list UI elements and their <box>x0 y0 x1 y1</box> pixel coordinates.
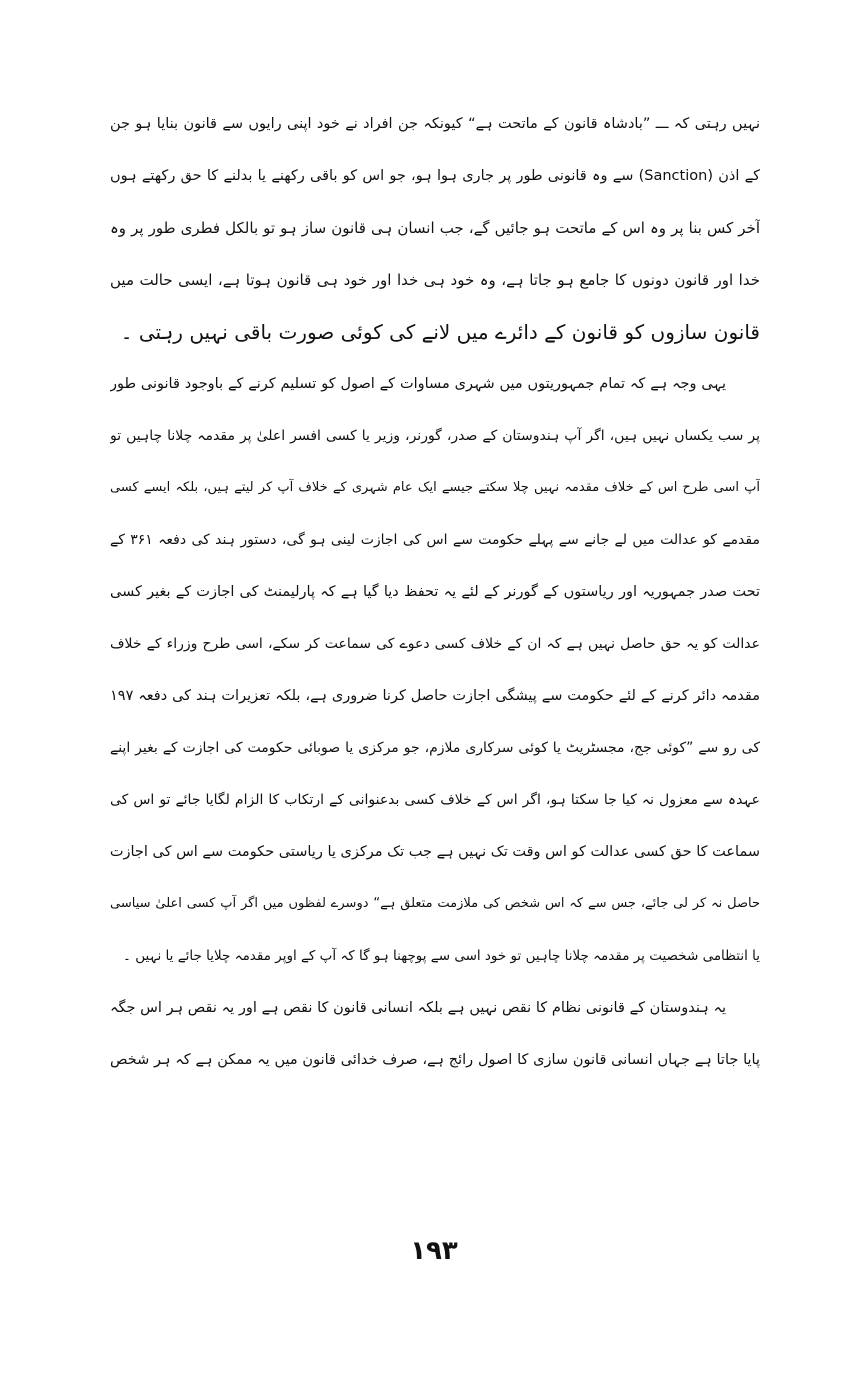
text-line-13: کی رو سے ”کوئی جج، مجسٹریٹ یا کوئی سرکاری ملازم، جو مرکزی یا صوبائی حکومت کی اجازت کے بغیر اپنے <box>110 740 760 756</box>
text-line-12: مقدمہ دائر کرنے کے لئے حکومت سے پیشگی اجازت حاصل کرنا ضروری ہے، بلکہ تعزیرات ہند کی دفعہ ۱۹۷ <box>110 688 760 704</box>
text-line-6: یہی وجہ ہے کہ تمام جمہوریتوں میں شہری مساوات کے اصول کو تسلیم کرنے کے باوجود قانونی طور <box>110 376 726 392</box>
text-line-17: یا انتظامی شخصیت پر مقدمہ چلانا چاہیں تو خود اسی سے پوچھنا ہو گا کہ آپ کے اوپر مقدمہ چلایا جائے یا نہیں ۔ <box>123 948 760 964</box>
text-line-5: قانون سازوں کو قانون کے دائرے میں لانے کی کوئی صورت باقی نہیں رہتی ۔ <box>120 320 760 344</box>
text-line-1: نہیں رہتی کہ ـــ ”بادشاہ قانون کے ماتحت ہے“ کیونکہ جن افراد نے خود اپنی رایوں سے قانون بنایا ہو جن <box>110 116 760 132</box>
text-line-4: خدا اور قانون دونوں کا جامع ہو جاتا ہے، وہ خود ہی خدا اور خود ہی قانون ہوتا ہے، ایسی حالت میں <box>110 271 760 289</box>
text-line-7: پر سب یکساں نہیں ہیں، اگر آپ ہندوستان کے صدر، گورنر، وزیر یا کسی افسر اعلیٰ پر مقدمہ چلانا چاہیں تو <box>110 428 760 444</box>
page-number: ۱۹۳ <box>410 1236 458 1266</box>
text-line-11: عدالت کو یہ حق حاصل نہیں ہے کہ ان کے خلاف کسی دعوے کی سماعت کر سکے، اسی طرح وزراء کے خلاف <box>110 636 760 652</box>
text-line-16: حاصل نہ کر لی جائے، جس سے کہ اس شخص کی ملازمت متعلق ہے“ دوسرے لفظوں میں اگر آپ کسی اعلیٰ سیاسی <box>110 896 760 911</box>
text-line-9: مقدمے کو عدالت میں لے جانے سے پہلے حکومت سے اس کی اجازت لینی ہو گی، دستور ہند کی دفعہ ۳۶۱ کے <box>110 532 760 548</box>
text-line-8: آپ اسی طرح اس کے خلاف مقدمہ نہیں چلا سکتے جیسے ایک عام شہری کے خلاف آپ کر لیتے ہیں، بلکہ ایسے کسی <box>110 480 760 495</box>
text-line-14: عہدہ سے معزول نہ کیا جا سکتا ہو، اگر اس کے خلاف کسی بدعنوانی کے ارتکاب کا الزام لگایا جائے تو اس کی <box>110 792 760 808</box>
text-line-10: تحت صدر جمہوریہ اور ریاستوں کے گورنر کے لئے یہ تحفظ دیا گیا ہے کہ پارلیمنٹ کی اجازت کے بغیر کسی <box>110 584 760 600</box>
text-line-19: پایا جاتا ہے جہاں انسانی قانون سازی کا اصول رائج ہے، صرف خدائی قانون میں یہ ممکن ہے کہ ہر شخص <box>110 1052 760 1068</box>
text-line-3: آخر کس بنا پر وہ اس کے ماتحت ہو جائیں گے، جب انسان ہی قانون ساز ہو تو بالکل فطری طور پر وہ <box>110 219 760 237</box>
body-text <box>110 98 760 1086</box>
text-line-15: سماعت کا حق کسی عدالت کو اس وقت تک نہیں ہے جب تک مرکزی یا ریاستی حکومت سے اس کی اجازت <box>110 844 760 860</box>
text-line-2: کے اذن (Sanction) سے وہ قانونی طور پر جاری ہوا ہو، جو اس کو باقی رکھنے یا بدلنے کا حق رکھتے ہوں <box>110 168 760 184</box>
text-line-18: یہ ہندوستان کے قانونی نظام کا نقص نہیں ہے بلکہ انسانی قانون کا نقص ہے اور یہ نقص ہر اس جگہ <box>110 1000 726 1016</box>
